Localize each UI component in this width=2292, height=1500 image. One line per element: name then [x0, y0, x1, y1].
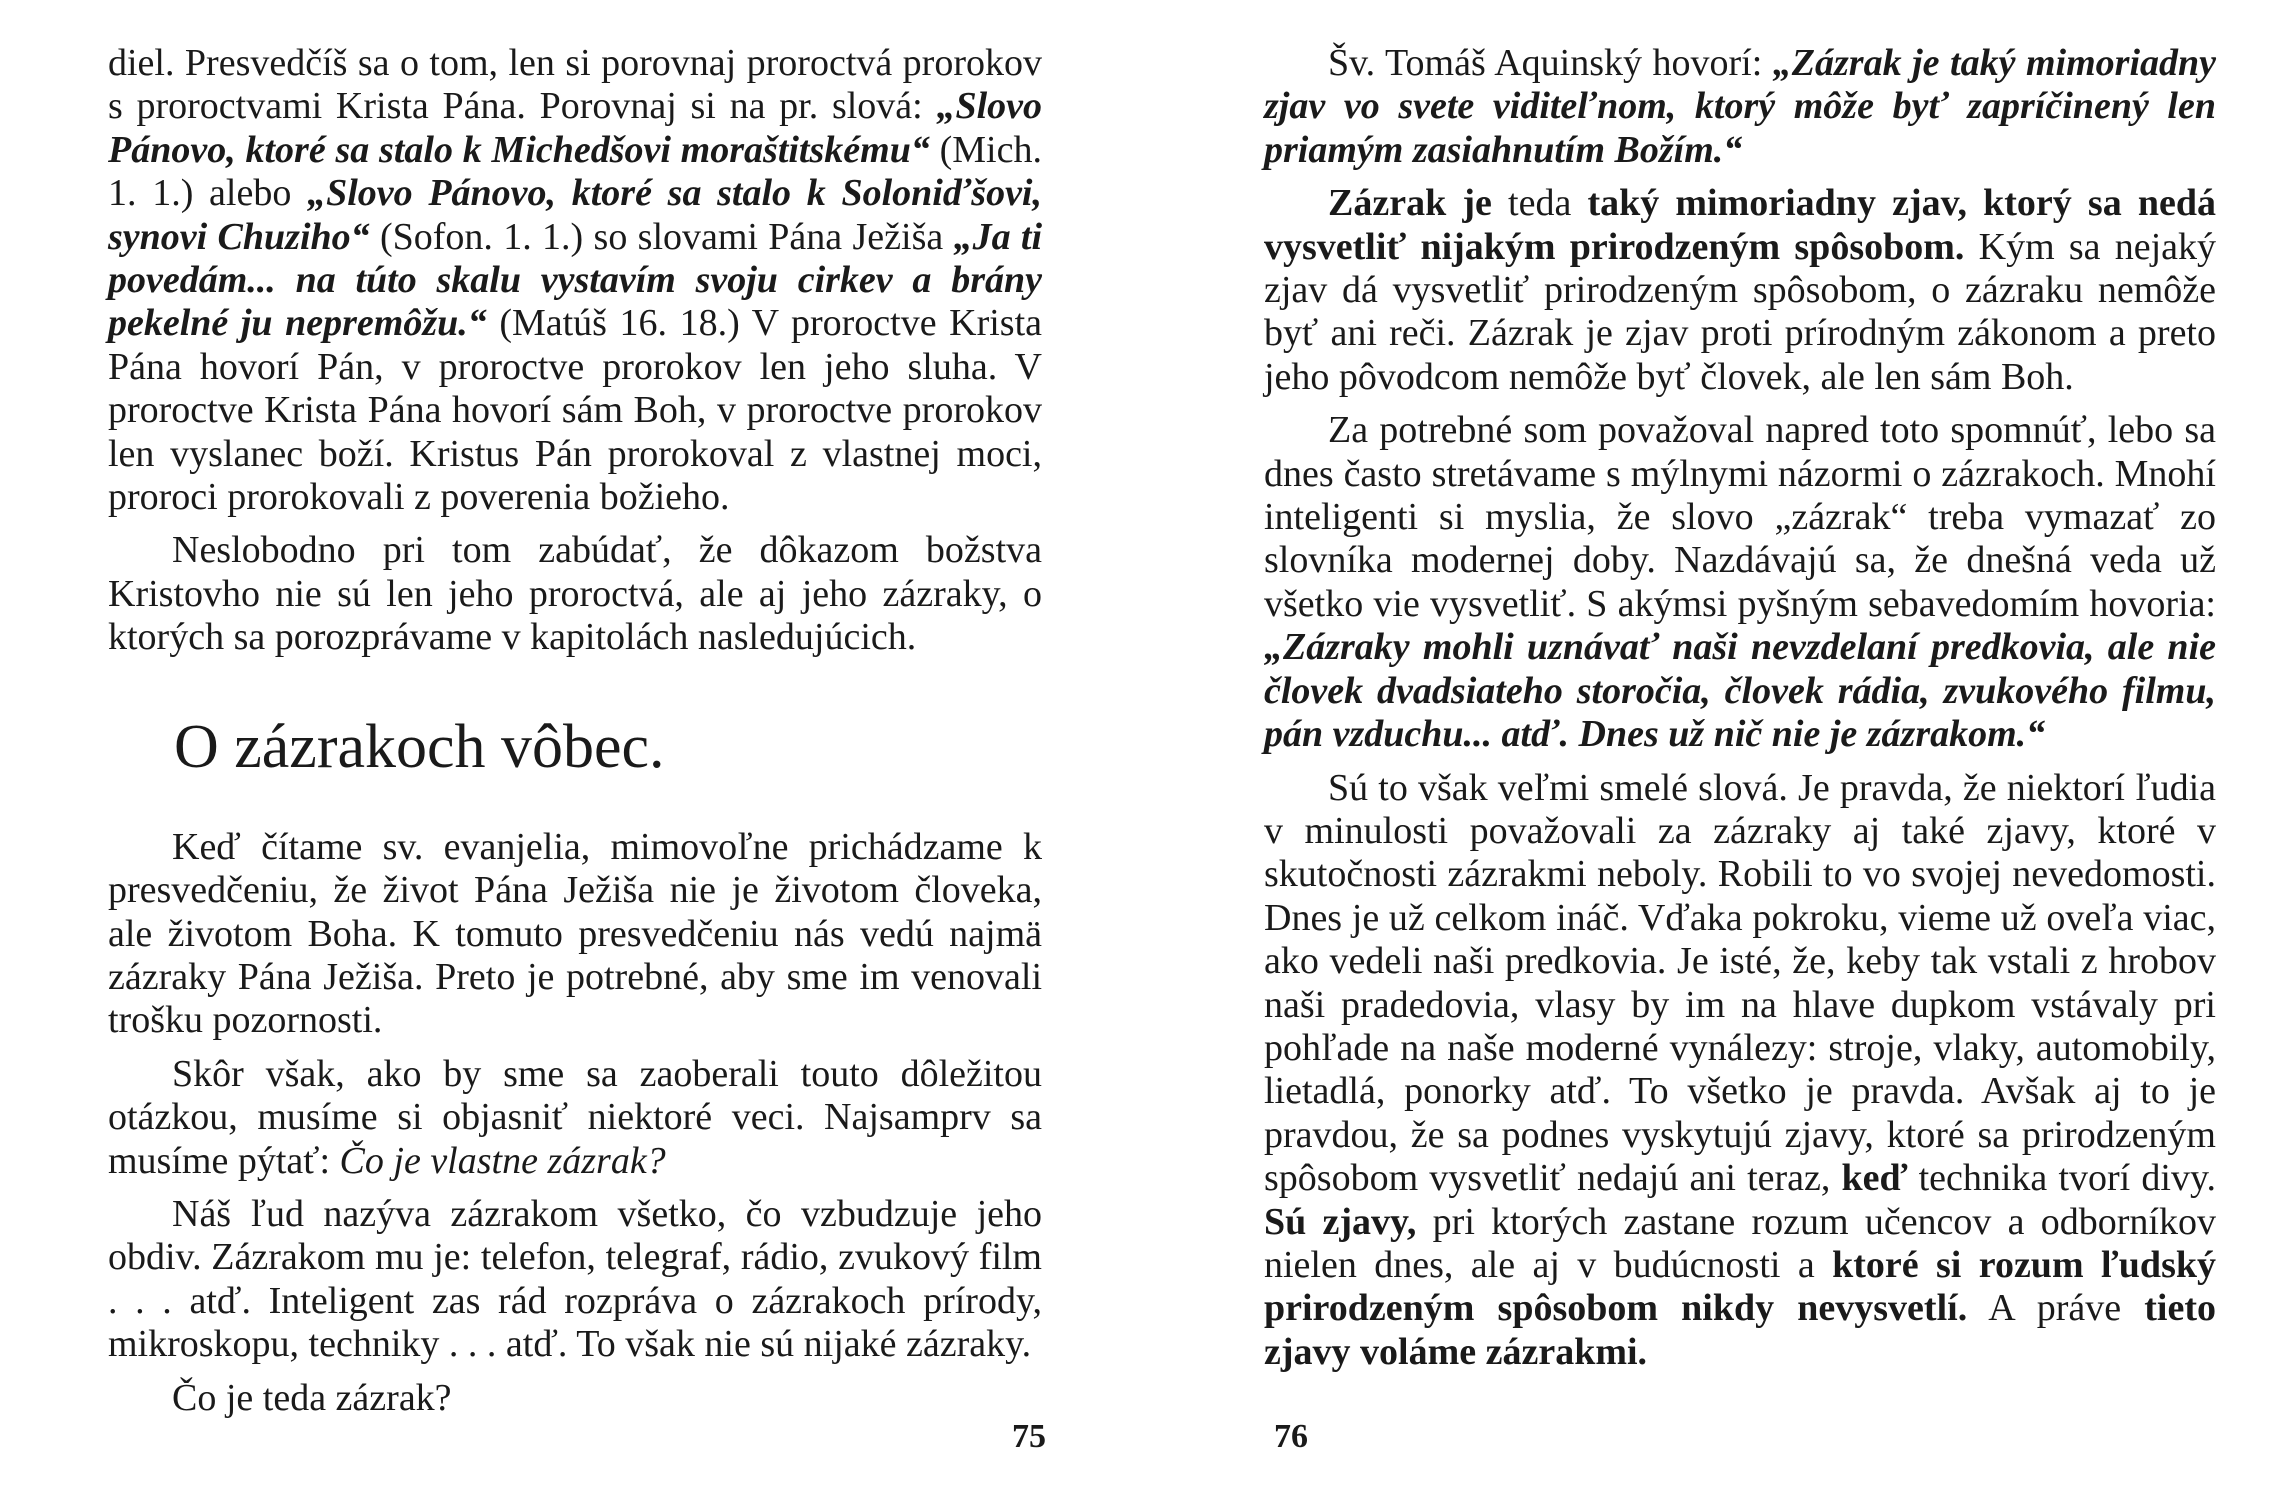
emphasis-run: „Slovo Pánovo, ktoré sa stalo k Soloniďšovi, synovi Chuziho“ — [108, 172, 1042, 258]
emphasis-run: „Zázraky mohli uznávať naši nevzdelaní predkovia, ale nie človek dvadsiateho storočia, človek rádia, zvukového filmu, pán vzduchu... atď. Dnes už nič nie je zázrakom.“ — [1264, 626, 2216, 756]
text-run: Šv. Tomáš Aquinský hovorí: — [1328, 42, 1773, 84]
right-text-column — [1264, 42, 2216, 1374]
emphasis-run: tieto zjavy voláme zázrakmi. — [1264, 1287, 2216, 1373]
right-page — [1146, 0, 2292, 1500]
paragraph — [108, 42, 1042, 519]
left-text-column — [108, 42, 1042, 1420]
text-run: pri ktorých zastane rozum učencov a odborníkov nielen dnes, ale aj v budúcnosti a — [1264, 1200, 2216, 1286]
paragraph — [1264, 182, 2216, 399]
emphasis-run: „Ja ti povedám... na túto skalu vystavím svoju cirkev a brány pekelné ju nepremôžu.“ — [108, 215, 1043, 345]
text-run: Za potrebné som považoval napred toto spomnúť, lebo sa dnes často stretávame s mýlnymi názormi o zázrakoch. Mnohí inteligenti si myslia, že slovo „zázrak“ treba vymazať zo slovníka modernej doby. Nazdávajú sa, že dnešná veda už všetko vie vysvetliť. S akýmsi pyšným sebavedomím hovoria: — [1264, 409, 2216, 625]
paragraph — [1264, 409, 2216, 756]
emphasis-run: „Zázrak je taký mimoriadny zjav vo svete viditeľnom, ktorý môže byť zapríčinený len priamým zasiahnutím Božím.“ — [1264, 42, 2217, 171]
text-run: Sú to však veľmi smelé slová. Je pravda, že niektorí ľudia v minulosti považovali za zázraky aj také zjavy, ktoré v skutočnosti zázrakmi neboly. Robili to vo svojej nevedomosti. Dnes je už celkom ináč. Vďaka pokroku, vieme už oveľa viac, ako vedeli naši predkovia. Je isté, že, keby tak vstali z hrobov naši pradedovia, vlasy by im na hlave dupkom vstávaly pri pohľade na naše moderné vynálezy: stroje, vlaky, automobily, lietadlá, ponorky atď. To všetko je pravda. Avšak aj to je pravdou, že sa podnes vyskytujú zjavy, ktoré sa prirodzeným spôsobom vysvetliť nedajú ani teraz, — [1264, 766, 2216, 1200]
paragraph — [1264, 42, 2216, 172]
paragraph — [108, 1053, 1042, 1183]
emphasis-run: Sú zjavy, — [1264, 1200, 1417, 1243]
paragraph — [1264, 767, 2216, 1375]
emphasis-run: taký mimoriadny zjav, ktorý sa nedá vysvetliť nijakým prirodzeným spôsobom. — [1264, 182, 2216, 268]
text-run: Skôr však, ako by sme sa zaoberali touto dôležitou otázkou, musíme si objasniť niektoré veci. Najsamprv sa musíme pýtať: — [108, 1052, 1042, 1182]
text-run: Kým sa nejaký zjav dá vysvetliť prirodzeným spôsobom, o zázraku nemôže byť ani reči. Zázrak je zjav proti prírodným zákonom a preto jeho pôvodcom nemôže byť človek, ale len sám Boh. — [1264, 225, 2216, 398]
chapter-heading: O zázrakoch vôbec. — [174, 712, 665, 781]
emphasis-run: Zázrak je — [1328, 182, 1492, 225]
text-run: technika tvorí divy. — [1907, 1157, 2216, 1200]
text-run: diel. Presvedčíš sa o tom, len si porovnaj proroctvá prorokov s proroctvami Krista Pána. Porovnaj si na pr. slová: — [108, 42, 1042, 128]
emphasis-run: „Slovo Pánovo, ktoré sa stalo k Michedšovi moraštitskému“ — [108, 85, 1042, 171]
text-run: (Matúš 16. 18.) V proroctve Krista Pána hovorí Pán, v proroctve prorokov len jeho sluha. V proroctve Krista Pána hovorí sám Boh, v proroctve prorokov len vyslanec boží. Kristus Pán prorokoval z vlastnej moci, proroci prorokovali z poverenia božieho. — [108, 302, 1042, 519]
text-run: A práve — [1967, 1287, 2145, 1330]
paragraph: Náš ľud nazýva zázrakom všetko, čo vzbudzuje jeho obdiv. Zázrakom mu je: telefon, telegraf, rádio, zvukový film . . . atď. Inteligent zas rád rozpráva o zázrakoch prírody, mikroskopu, techniky . . . atď. To však nie sú nijaké zázraky. — [108, 1192, 1042, 1366]
page-number: 75 — [1012, 1418, 1046, 1455]
paragraph: Neslobodno pri tom zabúdať, že dôkazom božstva Kristovho nie sú len jeho proroctvá, ale aj jeho zázraky, o ktorých sa porozprávame v kapitolách nasledujúcich. — [108, 529, 1042, 659]
emphasis-run: Čo je vlastne zázrak? — [339, 1139, 666, 1182]
emphasis-run: keď — [1841, 1157, 1908, 1200]
paragraph: Keď čítame sv. evanjelia, mimovoľne prichádzame k presvedčeniu, že život Pána Ježiša nie je životom človeka, ale životom Boha. K tomuto presvedčeniu nás vedú najmä zázraky Pána Ježiša. Preto je potrebné, aby sme im venovali trošku pozornosti. — [108, 825, 1042, 1042]
page-number: 76 — [1274, 1418, 1308, 1455]
emphasis-run: ktoré si rozum ľudský prirodzeným spôsobom nikdy nevysvetlí. — [1264, 1243, 2216, 1330]
paragraph: Čo je teda zázrak? — [172, 1376, 452, 1419]
text-run: teda — [1491, 182, 1588, 225]
text-run: (Mich. 1. 1.) alebo — [108, 128, 1042, 215]
text-run: (Sofon. 1. 1.) so slovami Pána Ježiša — [369, 215, 954, 258]
